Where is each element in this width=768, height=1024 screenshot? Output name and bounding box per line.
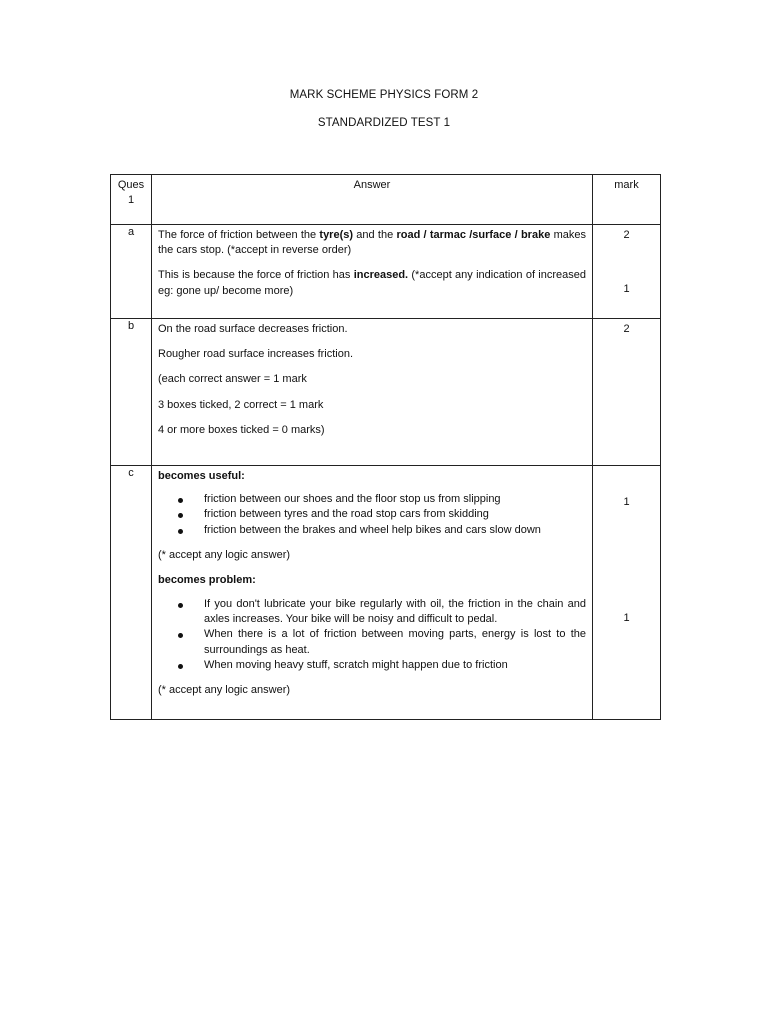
bullet-icon (178, 603, 183, 608)
bullet-icon (178, 633, 183, 638)
mark-c-1: 1 (623, 496, 630, 508)
mark-a-2: 1 (623, 283, 630, 296)
problem-heading (158, 573, 586, 588)
answer-a-text: This is because the force of friction has (158, 269, 354, 282)
list-item (158, 523, 586, 538)
answer-cell-c (152, 466, 593, 720)
list-item (158, 507, 586, 522)
list-item-text: When there is a lot of friction between moving parts, energy is lost to the surroundings as heat. (204, 628, 586, 656)
answer-b-line: 3 boxes ticked, 2 correct = 1 mark (158, 398, 324, 411)
list-item-text: If you don't lubricate your bike regularly with oil, the friction in the chain and axles increases. Your bike will be noisy and difficult to pedal. (204, 598, 586, 626)
mark-cell-b (593, 319, 661, 466)
question-label-a: a (111, 225, 152, 319)
bullet-icon (178, 498, 183, 503)
mark-cell-c (593, 466, 661, 720)
bullet-icon (178, 513, 183, 518)
ques-header-cell (111, 175, 152, 225)
mark-header-label: mark (614, 179, 639, 191)
accept-note-1: (* accept any logic answer) (158, 548, 291, 561)
question-label-b: b (111, 319, 152, 466)
answer-b-line: 4 or more boxes ticked = 0 marks) (158, 423, 325, 436)
answer-cell-a (152, 225, 593, 319)
ques-header-number: 1 (127, 194, 135, 207)
answer-a-keyword: tyre(s) (319, 229, 354, 241)
answer-a-text: makes the cars stop. (*accept in reverse order) (158, 229, 586, 257)
answer-a-text: The force of friction between the (158, 229, 320, 241)
mark-scheme-table (110, 174, 661, 720)
answer-header-label: Answer (353, 179, 391, 191)
list-item (158, 627, 586, 657)
table-row-c (111, 466, 661, 720)
answer-b-line: Rougher road surface increases friction. (158, 348, 354, 361)
answer-a-text: and the (353, 229, 397, 241)
answer-a-paragraph-2 (158, 268, 586, 298)
question-label-c: c (111, 466, 152, 720)
mark-header-cell (593, 175, 661, 225)
ques-header-label: Ques (117, 179, 145, 191)
list-item-text: friction between our shoes and the floor stop us from slipping (204, 493, 501, 506)
problem-list (158, 597, 586, 673)
table-row-a (111, 225, 661, 319)
list-item (158, 492, 586, 507)
mark-c-2: 1 (623, 612, 630, 625)
answer-b-line: (each correct answer = 1 mark (158, 373, 307, 386)
answer-a-keyword: road / tarmac /surface / brake (396, 229, 551, 241)
table-header-row (111, 175, 661, 225)
bullet-icon (178, 529, 183, 534)
list-item-text: friction between the brakes and wheel help bikes and cars slow down (204, 523, 541, 536)
mark-cell-a (593, 225, 661, 319)
mark-a-1: 2 (623, 229, 630, 241)
answer-a-keyword: increased. (353, 269, 409, 282)
document-title: MARK SCHEME PHYSICS FORM 2 (289, 89, 479, 101)
useful-heading (158, 469, 586, 484)
list-item-text: friction between tyres and the road stop cars from skidding (204, 508, 489, 521)
answer-a-paragraph-1 (158, 228, 586, 258)
document-subtitle: STANDARDIZED TEST 1 (317, 117, 451, 129)
answer-a-text: (*accept any indication of increased eg: gone up/ become more) (158, 269, 586, 297)
answer-cell-b (152, 319, 593, 466)
mark-b: 2 (623, 323, 630, 335)
answer-header-cell (152, 175, 593, 225)
problem-heading-text: becomes problem: (158, 573, 256, 586)
table-row-b (111, 319, 661, 466)
answer-b-line: On the road surface decreases friction. (158, 323, 348, 335)
accept-note-2: (* accept any logic answer) (158, 683, 291, 696)
bullet-icon (178, 664, 183, 669)
list-item-text: When moving heavy stuff, scratch might happen due to friction (204, 658, 508, 671)
useful-list (158, 492, 586, 538)
list-item (158, 597, 586, 627)
list-item (158, 658, 586, 673)
useful-heading-text: becomes useful: (158, 470, 245, 482)
